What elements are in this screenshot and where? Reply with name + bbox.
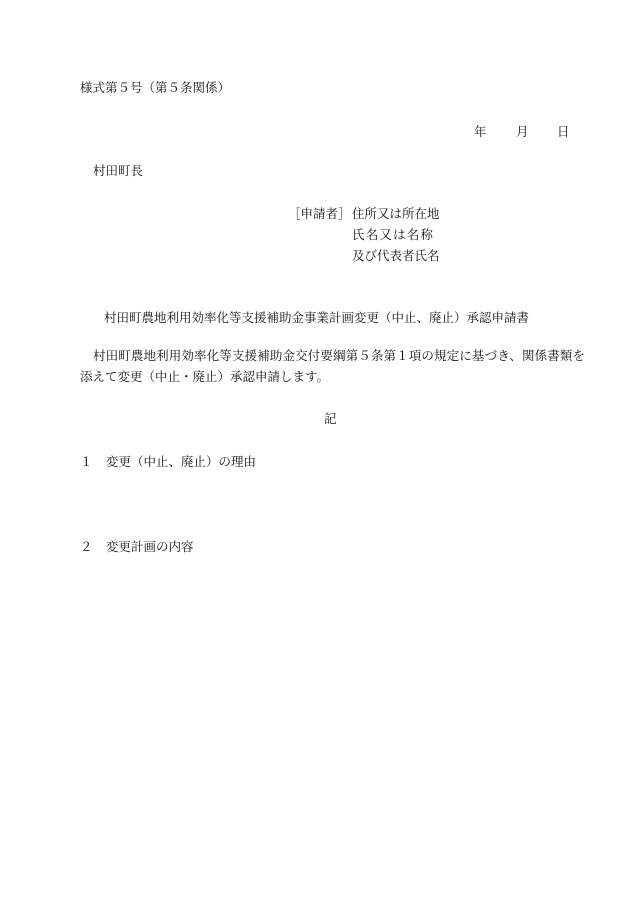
applicant-name-label: 氏名又は名称 (352, 227, 435, 242)
date-year-label: 年 (474, 124, 487, 139)
item-number: １ (80, 454, 93, 469)
addressee: 村田町長 (93, 163, 144, 178)
ki-label: 記 (324, 411, 337, 426)
applicant-address-label: 住所又は所在地 (352, 206, 440, 221)
date-month-label: 月 (516, 124, 529, 139)
item-label: 変更（中止、廃止）の理由 (106, 454, 257, 469)
body-paragraph: 村田町農地利用効率化等支援補助金交付要綱第５条第１項の規定に基づき、関係書類を添えて変更（中止・廃止）承認申請します。 (80, 348, 585, 384)
document-title: 村田町農地利用効率化等支援補助金事業計画変更（中止、廃止）承認申請書 (104, 310, 530, 325)
applicant-representative-label: 及び代表者氏名 (352, 248, 440, 263)
item-number: ２ (80, 539, 93, 554)
applicant-label: ［申請者］ (288, 206, 351, 221)
date-day-label: 日 (557, 124, 570, 139)
item-label: 変更計画の内容 (106, 539, 194, 554)
form-number: 様式第５号（第５条関係） (80, 80, 231, 95)
